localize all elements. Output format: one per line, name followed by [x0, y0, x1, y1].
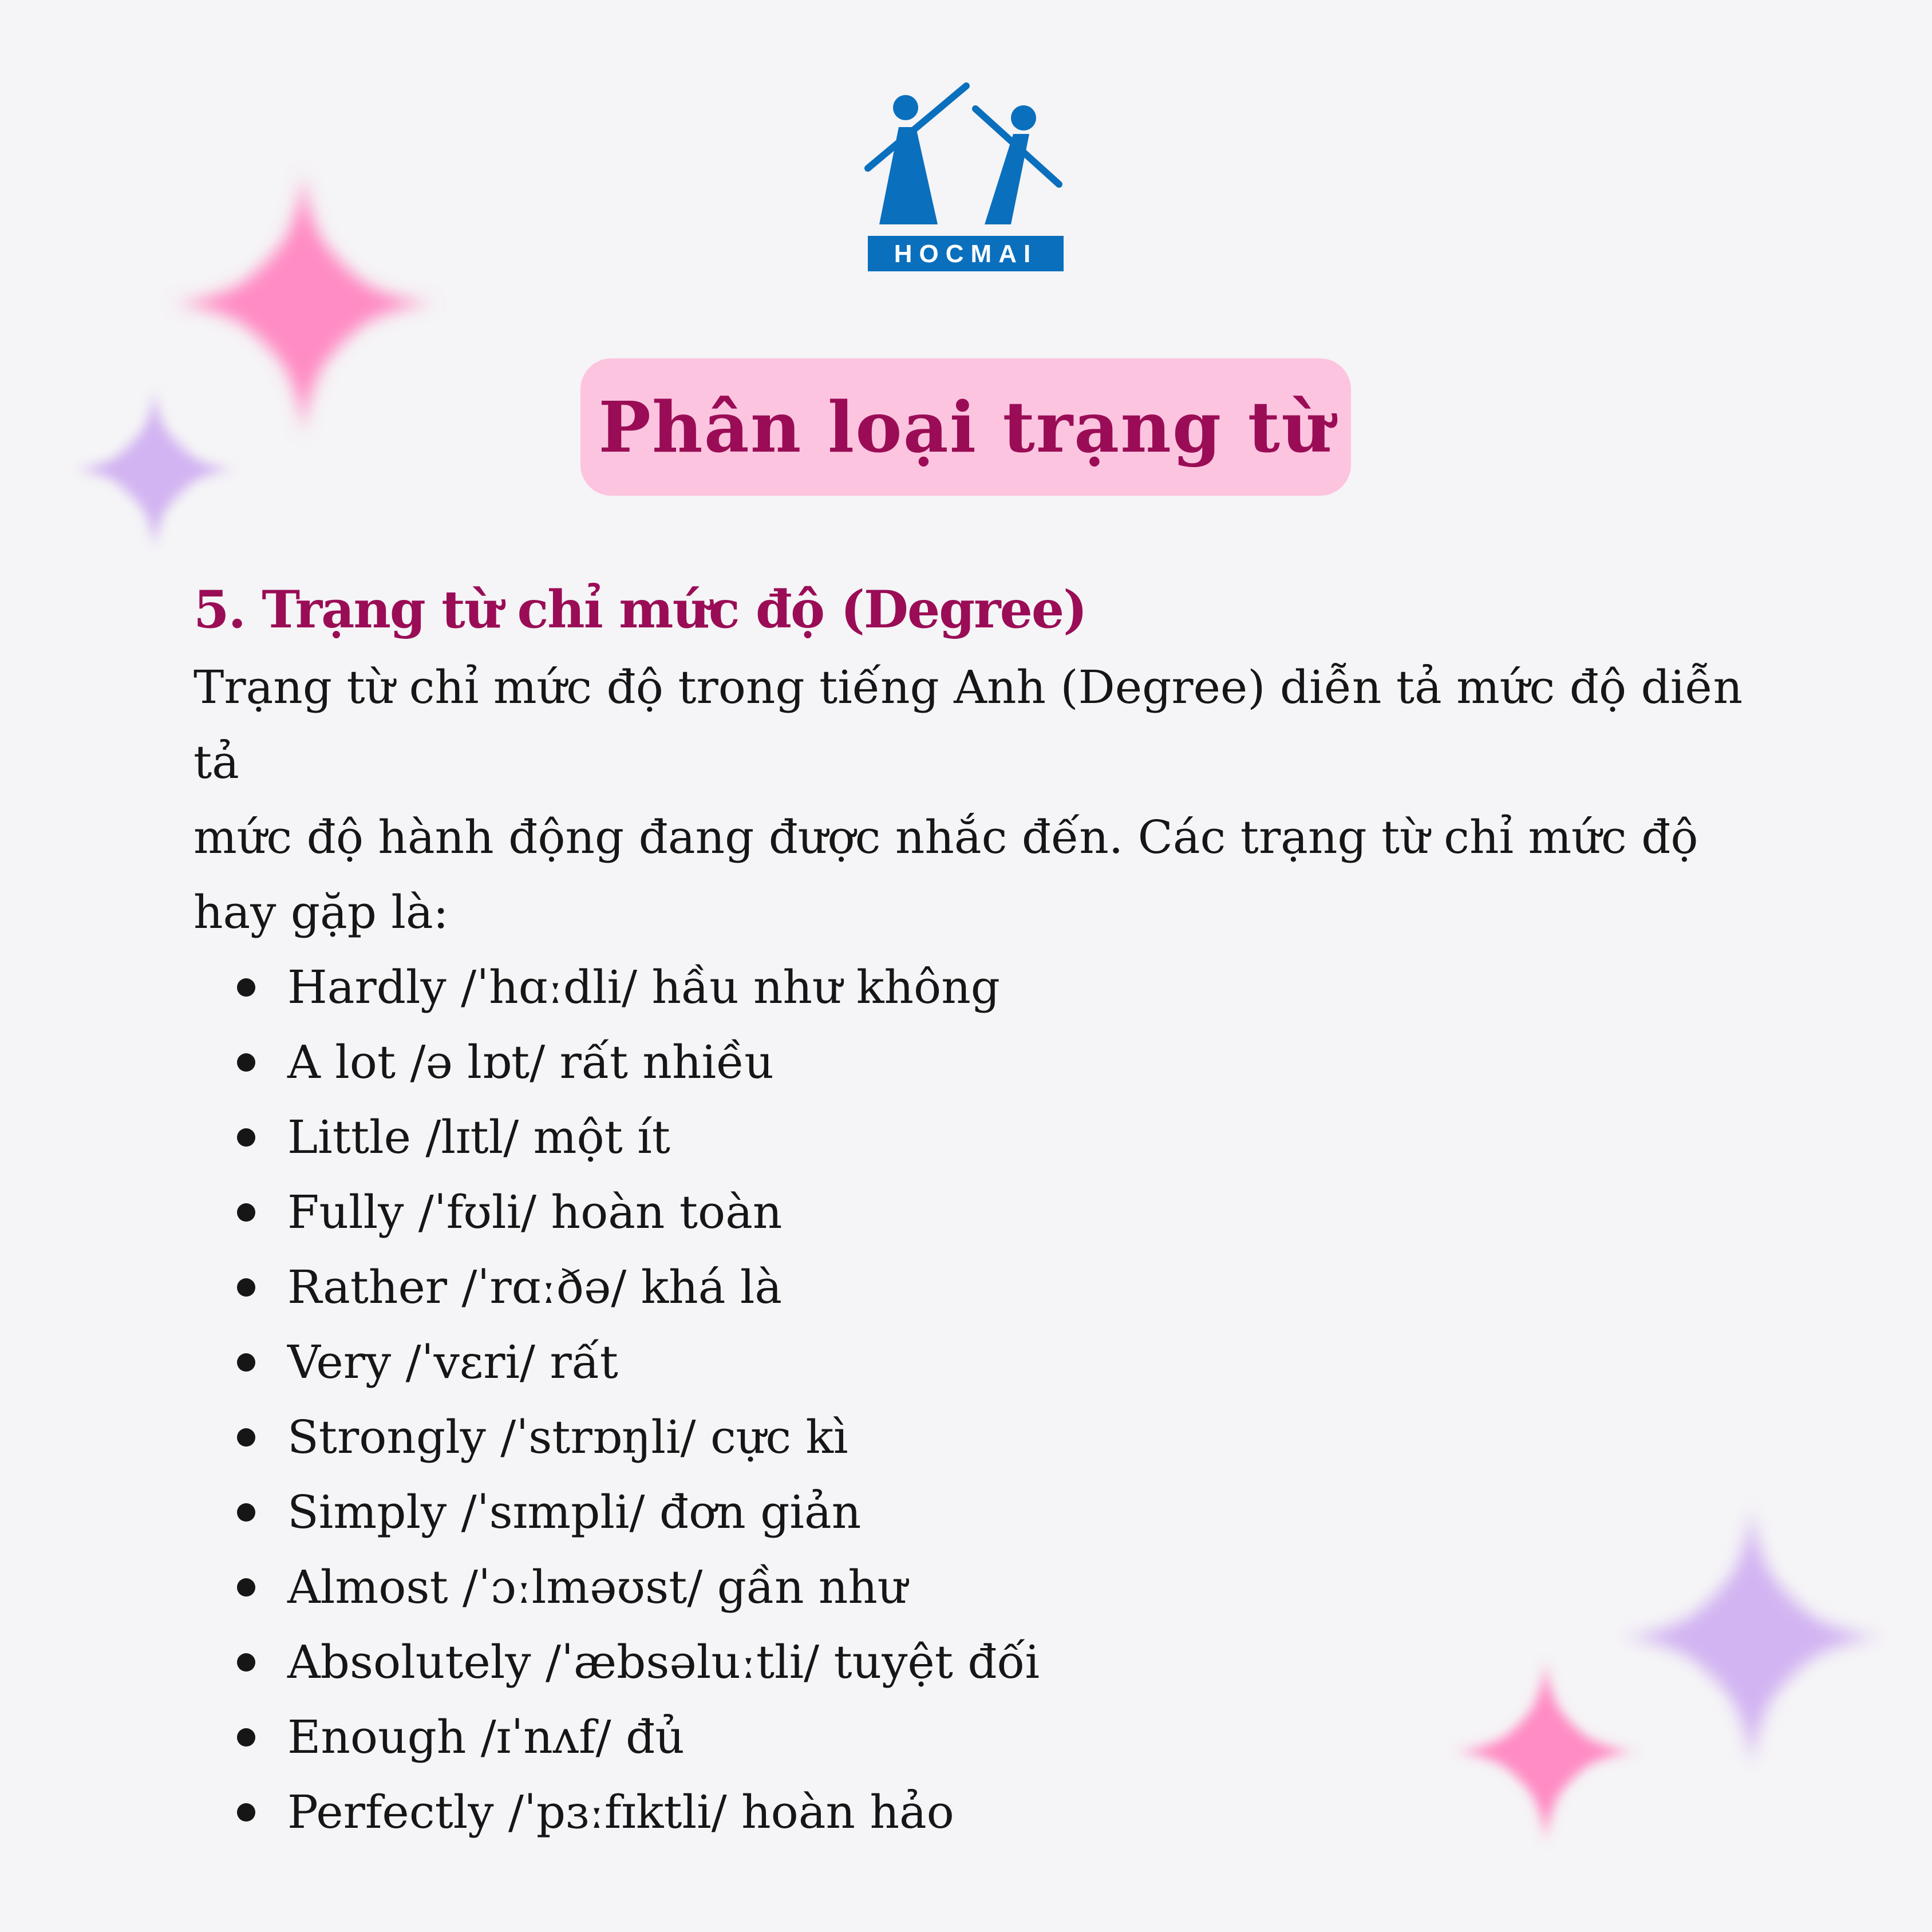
bullet-icon [237, 1578, 255, 1597]
list-item [193, 1175, 1773, 1250]
item-text: A lot /ə lɒt/ rất nhiều [287, 1036, 774, 1089]
title-banner [580, 358, 1351, 496]
page-title: Phân loại trạng từ [598, 386, 1333, 468]
list-item [193, 1775, 1773, 1850]
list-item [193, 1250, 1773, 1325]
bullet-icon [237, 1653, 255, 1672]
list-item [193, 1475, 1773, 1550]
bullet-icon [237, 1503, 255, 1522]
item-text: Rather /ˈrɑːðə/ khá là [287, 1261, 783, 1314]
bullet-icon [237, 1278, 255, 1297]
item-text: Almost /ˈɔːlməʊst/ gần như [287, 1560, 907, 1614]
bullet-icon [237, 1803, 255, 1822]
bullet-icon [237, 1428, 255, 1447]
list-item [193, 1550, 1773, 1625]
item-text: Perfectly /ˈpɜːfɪktli/ hoàn hảo [287, 1785, 954, 1839]
logo-text: HOCMAI [894, 240, 1038, 268]
item-text: Strongly /ˈstrɒŋli/ cực kì [287, 1411, 848, 1464]
item-text: Very /ˈvɛri/ rất [287, 1336, 618, 1389]
purple-sparkle-left-icon [63, 378, 246, 561]
section-heading: 5. Trạng từ chỉ mức độ (Degree) [193, 579, 1086, 640]
intro-line: hay gặp là: [193, 886, 449, 939]
item-text: Hardly /ˈhɑːdli/ hầu như không [287, 961, 1000, 1014]
list-item [193, 950, 1773, 1025]
section-intro [193, 650, 1773, 950]
item-text: Absolutely /ˈæbsəluːtli/ tuyệt đối [287, 1635, 1040, 1689]
bullet-icon [237, 978, 255, 997]
list-item [193, 1025, 1773, 1100]
item-text: Little /lɪtl/ một ít [287, 1111, 670, 1164]
section-content [193, 570, 1773, 1850]
list-item [193, 1700, 1773, 1775]
intro-line: mức độ hành động đang được nhắc đến. Các trạng từ chỉ mức độ [193, 811, 1698, 864]
item-text: Simply /ˈsɪmpli/ đơn giản [287, 1485, 862, 1539]
bullet-icon [237, 1053, 255, 1072]
list-item [193, 1100, 1773, 1175]
intro-line: Trạng từ chỉ mức độ trong tiếng Anh (Degree) diễn tả mức độ diễn tả [193, 661, 1743, 789]
hocmai-logo [863, 81, 1064, 276]
list-item [193, 1325, 1773, 1400]
list-item [193, 1625, 1773, 1700]
item-text: Fully /ˈfʊli/ hoàn toàn [287, 1186, 783, 1239]
bullet-icon [237, 1203, 255, 1222]
bullet-icon [237, 1353, 255, 1372]
item-text: Enough /ɪˈnʌf/ đủ [287, 1710, 685, 1764]
list-item [193, 1400, 1773, 1475]
adverb-list [193, 950, 1773, 1850]
bullet-icon [237, 1728, 255, 1747]
bullet-icon [237, 1128, 255, 1147]
